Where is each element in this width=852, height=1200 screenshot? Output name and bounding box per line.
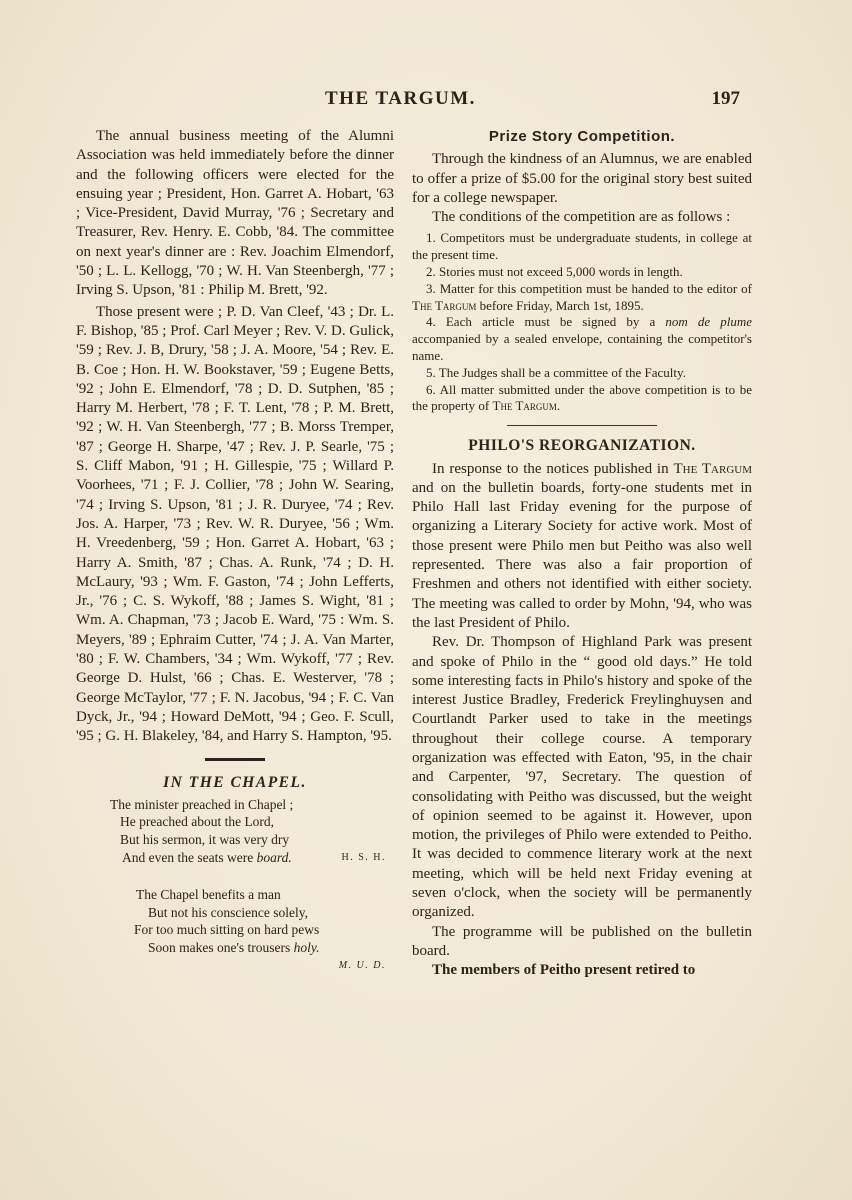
- poem-emphasis: holy.: [293, 939, 320, 955]
- poem-line: [76, 939, 394, 957]
- rule-text: 3. Matter for this competition must be handed to the editor of: [426, 280, 752, 296]
- targum-name: The Targum: [412, 297, 477, 313]
- rule-text: 6. All matter submitted under the above competition is to be the property of: [412, 381, 752, 414]
- poem-signature: H. S. H.: [341, 851, 386, 863]
- poem-line: For too much sitting on hard pews: [134, 922, 320, 938]
- philo-paragraph: The members of Peitho present retired to: [432, 962, 696, 979]
- page-number: 197: [711, 88, 740, 109]
- chapel-poem-1: [76, 796, 394, 866]
- rule-item: [412, 382, 752, 416]
- rule-item: [412, 314, 752, 364]
- poem-line: He preached about the Lord,: [120, 814, 275, 830]
- paragraph-text: and on the bulletin boards, forty-one students met in Philo Hall last Friday evening for the purpose of organizing a Literary Society for active work. Most of those present were Philo men but Peitho was also well represented. There was also a fair proportion of Freshmen and others not identified with either society. The meeting was called to order by Mohn, '94, who was the last President of Philo.: [412, 479, 752, 631]
- prize-heading: Prize Story Competition.: [488, 128, 676, 145]
- poem-line: But his sermon, it was very dry: [120, 831, 290, 847]
- rule-text: before Friday, March 1st, 1895.: [476, 297, 644, 313]
- philo-paragraph: [412, 460, 752, 634]
- paragraph-text: In response to the notices published in: [432, 460, 674, 477]
- masthead-title: THE TARGUM.: [325, 88, 476, 109]
- philo-paragraph: Rev. Dr. Thompson of Highland Park was present and spoke of Philo in the “ good old days.” He told some interesting facts in Philo's history and spoke of the interest Justice Bradley, Frederick Freylinghuysen and Courtlandt Parker used to take in the meetings throughout their college course. A temporary organization was effected with Eaton, '95, in the chair and Carpenter, '97, Secretary. The question of consolidating with Peitho was discussed, but the weight of opinion seemed to be against it. However, upon motion, the privileges of Philo were extended to Peitho. It was decided to commence literary work at the next meeting, which will be held next Friday evening at seven o'clock, when the society will be permanently organized.: [412, 634, 752, 921]
- prize-paragraph: Through the kindness of an Alumnus, we are enabled to offer a prize of $5.00 for the original story best suited for a college newspaper.: [412, 151, 752, 206]
- alumni-meeting-paragraph: The annual business meeting of the Alumni Association was held immediately before the dinner and the following officers were elected for the ensuing year ; President, Hon. Garret A. Hobart, '63 ; Vice-President, David Murray, '76 ; Secretary and Treasurer, Rev. Henry. E. Cobb, '84. The committee on next year's dinner are : Rev. Joachim Elmendorf, '50 ; L. L. Kellogg, '70 ; W. H. Van Steenbergh, '77 ; Irving S. Upson, '81 : Philip M. Brett, '92.: [76, 128, 394, 299]
- poem-line: The minister preached in Chapel ;: [110, 796, 294, 812]
- targum-name: The Targum: [673, 460, 752, 477]
- poem-line-text: Soon makes one's trousers: [148, 939, 294, 955]
- poem-emphasis: board.: [256, 849, 292, 865]
- right-column: [412, 127, 752, 981]
- page-header: [70, 88, 740, 118]
- rule-emphasis: nom de plume: [665, 314, 752, 330]
- rule-text: accompanied by a sealed envelope, containing the competitor's name.: [412, 331, 752, 364]
- left-column: [76, 127, 394, 974]
- poem-line-text: And even the seats were: [122, 849, 257, 865]
- rule-text: 4. Each article must be signed by a: [426, 314, 666, 330]
- attendees-paragraph: Those present were ; P. D. Van Cleef, '43 ; Dr. L. F. Bishop, '85 ; Prof. Carl Meyer ; Rev. V. D. Gulick, '59 ; Rev. J. B, Drury, '58 ; J. A. Moore, '54 ; Rev. E. B. Coe ; Hon. H. W. Bookstaver, '59 ; Eugene Betts, '92 ; John E. Elmendorf, '78 ; D. D. Sutphen, '85 ; Harry M. Herbert, '78 ; F. T. Lent, '78 ; P. M. Brett, '92 ; W. H. Van Steenbergh, '77 ; B. Morss Tremper, '87 ; George H. Sharpe, '47 ; Rev. J. P. Searle, '75 ; S. Cliff Mabon, '91 ; H. Gillespie, '75 ; Willard P. Voorhees, '71 ; F. J. Collier, '78 ; John W. Searing, '74 ; Irving S. Upson, '81 ; J. R. Duryee, '74 ; Rev. Jos. A. Harper, '73 ; Rev. W. R. Duryee, '56 ; Wm. H. Vreedenberg, '59 ; Hon. Garret A. Hobart, '63 ; Harry A. Smith, '87 ; Chas. A. Runk, '74 ; D. H. McLaury, '93 ; Wm. F. Gaston, '74 ; John Lefferts, Jr., '76 ; C. S. Wykoff, '88 ; James S. Wight, '81 ; Wm. A. Chapman, '73 ; Jacob E. Ward, '75 : Wm. S. Meyers, '89 ; Ephraim Cutter, '74 ; J. A. Van Marter, '80 ; F. W. Chambers, '34 ; Wm. Wykoff, '77 ; Rev. George D. Hulst, '66 ; Chas. E. Westerver, '78 ; George McTaylor, '77 ; F. N. Jacobus, '94 ; F. C. Van Dyck, Jr., '94 ; Howard DeMott, '94 ; Geo. F. Scull, '95 ; G. H. Blakeley, '84, and Harry S. Hampton, '95.: [76, 303, 394, 745]
- philo-paragraph: The programme will be published on the bulletin board.: [412, 923, 752, 959]
- rule-item: 5. The Judges shall be a committee of the Faculty.: [426, 364, 686, 380]
- poem-line: [76, 849, 394, 867]
- chapel-poem-2: [76, 886, 394, 974]
- competition-rules: [412, 230, 752, 415]
- poem-signature: M. U. D.: [338, 959, 386, 971]
- section-divider: [507, 425, 657, 426]
- conditions-paragraph: The conditions of the competition are as follows :: [432, 209, 731, 226]
- poem-line: But not his conscience solely,: [148, 904, 308, 920]
- targum-name: The Targum.: [492, 398, 561, 414]
- rule-item: 1. Competitors must be undergraduate students, in college at the present time.: [412, 230, 752, 263]
- chapel-heading: IN THE CHAPEL.: [163, 773, 307, 791]
- rule-item: 2. Stories must not exceed 5,000 words in length.: [426, 264, 683, 280]
- poem-line: The Chapel benefits a man: [136, 887, 281, 903]
- section-divider: [205, 758, 265, 761]
- philo-heading: PHILO'S REORGANIZATION.: [468, 437, 696, 455]
- rule-item: [412, 281, 752, 315]
